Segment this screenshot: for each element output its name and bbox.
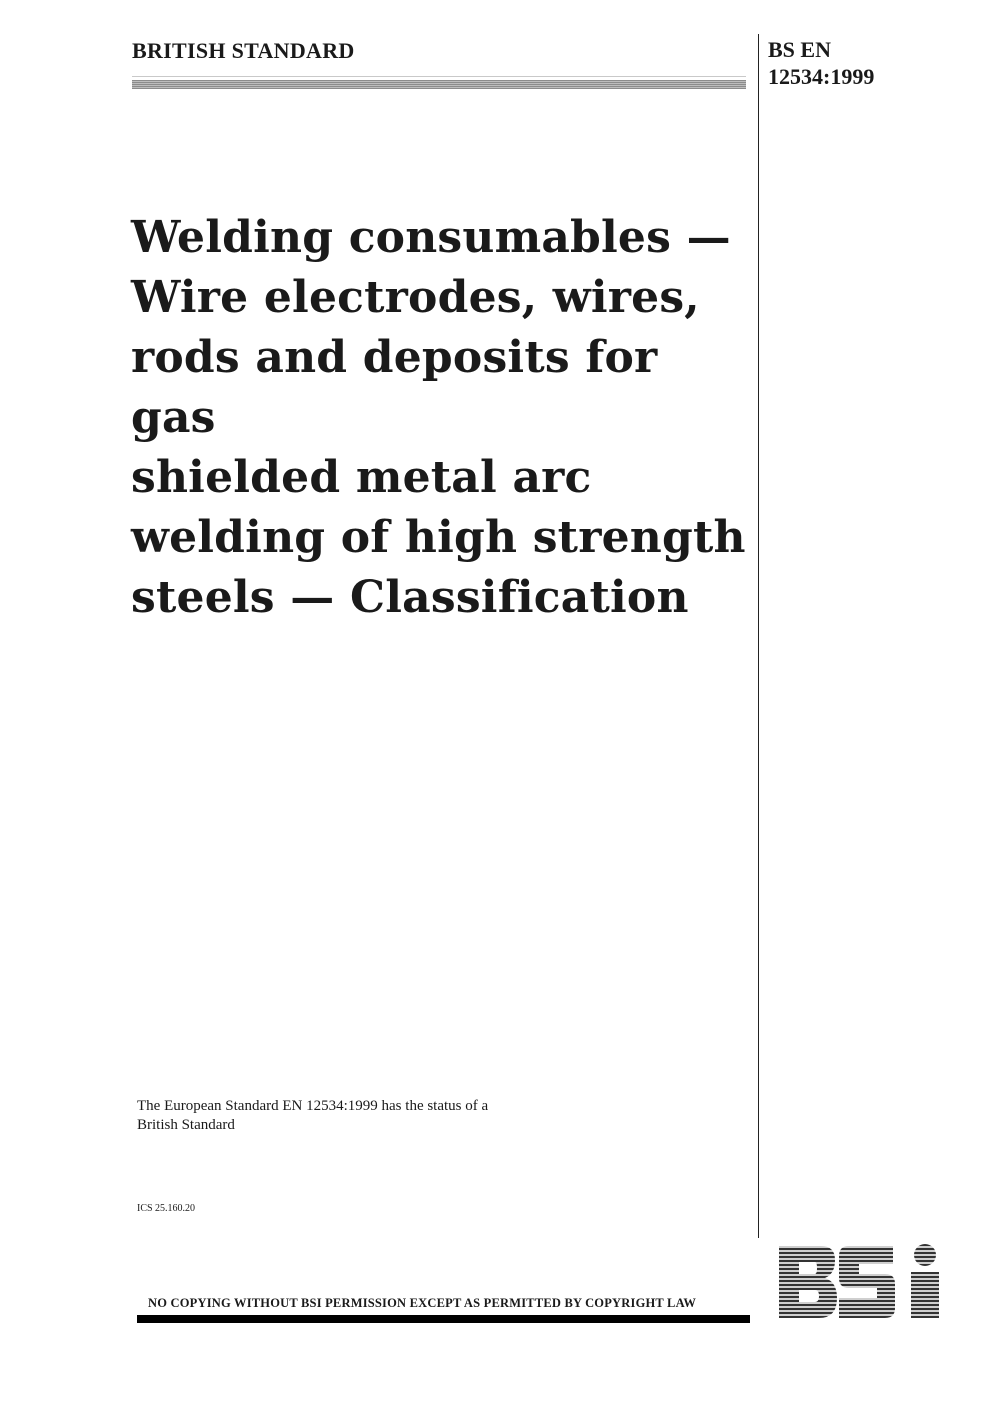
copyright-notice: NO COPYING WITHOUT BSI PERMISSION EXCEPT AS PERMITTED BY COPYRIGHT LAW (148, 1296, 697, 1310)
title-line: shielded metal arc (131, 452, 592, 503)
status-note (137, 1097, 577, 1135)
status-note-line: The European Standard EN 12534:1999 has the status of a (137, 1098, 489, 1114)
ics-code: ICS 25.160.20 (137, 1203, 196, 1214)
title-line: welding of high strength (131, 512, 746, 563)
title-line: rods and deposits for gas (131, 332, 658, 443)
document-type-label: BRITISH STANDARD (132, 38, 355, 63)
bsi-logo-icon (773, 1240, 949, 1324)
footer-bar (137, 1315, 750, 1323)
title-line: steels — Classification (131, 572, 689, 623)
document-title (131, 208, 751, 628)
standard-number-prefix: BS EN (768, 37, 831, 62)
title-line: Welding consumables — (131, 212, 731, 263)
status-note-line: British Standard (137, 1117, 235, 1133)
title-line: Wire electrodes, wires, (131, 272, 700, 323)
header-divider-bar (132, 80, 746, 89)
standard-number-code: 12534:1999 (768, 64, 875, 89)
standard-number (768, 36, 874, 90)
vertical-divider (758, 34, 759, 1238)
header-divider-thin (132, 76, 746, 77)
